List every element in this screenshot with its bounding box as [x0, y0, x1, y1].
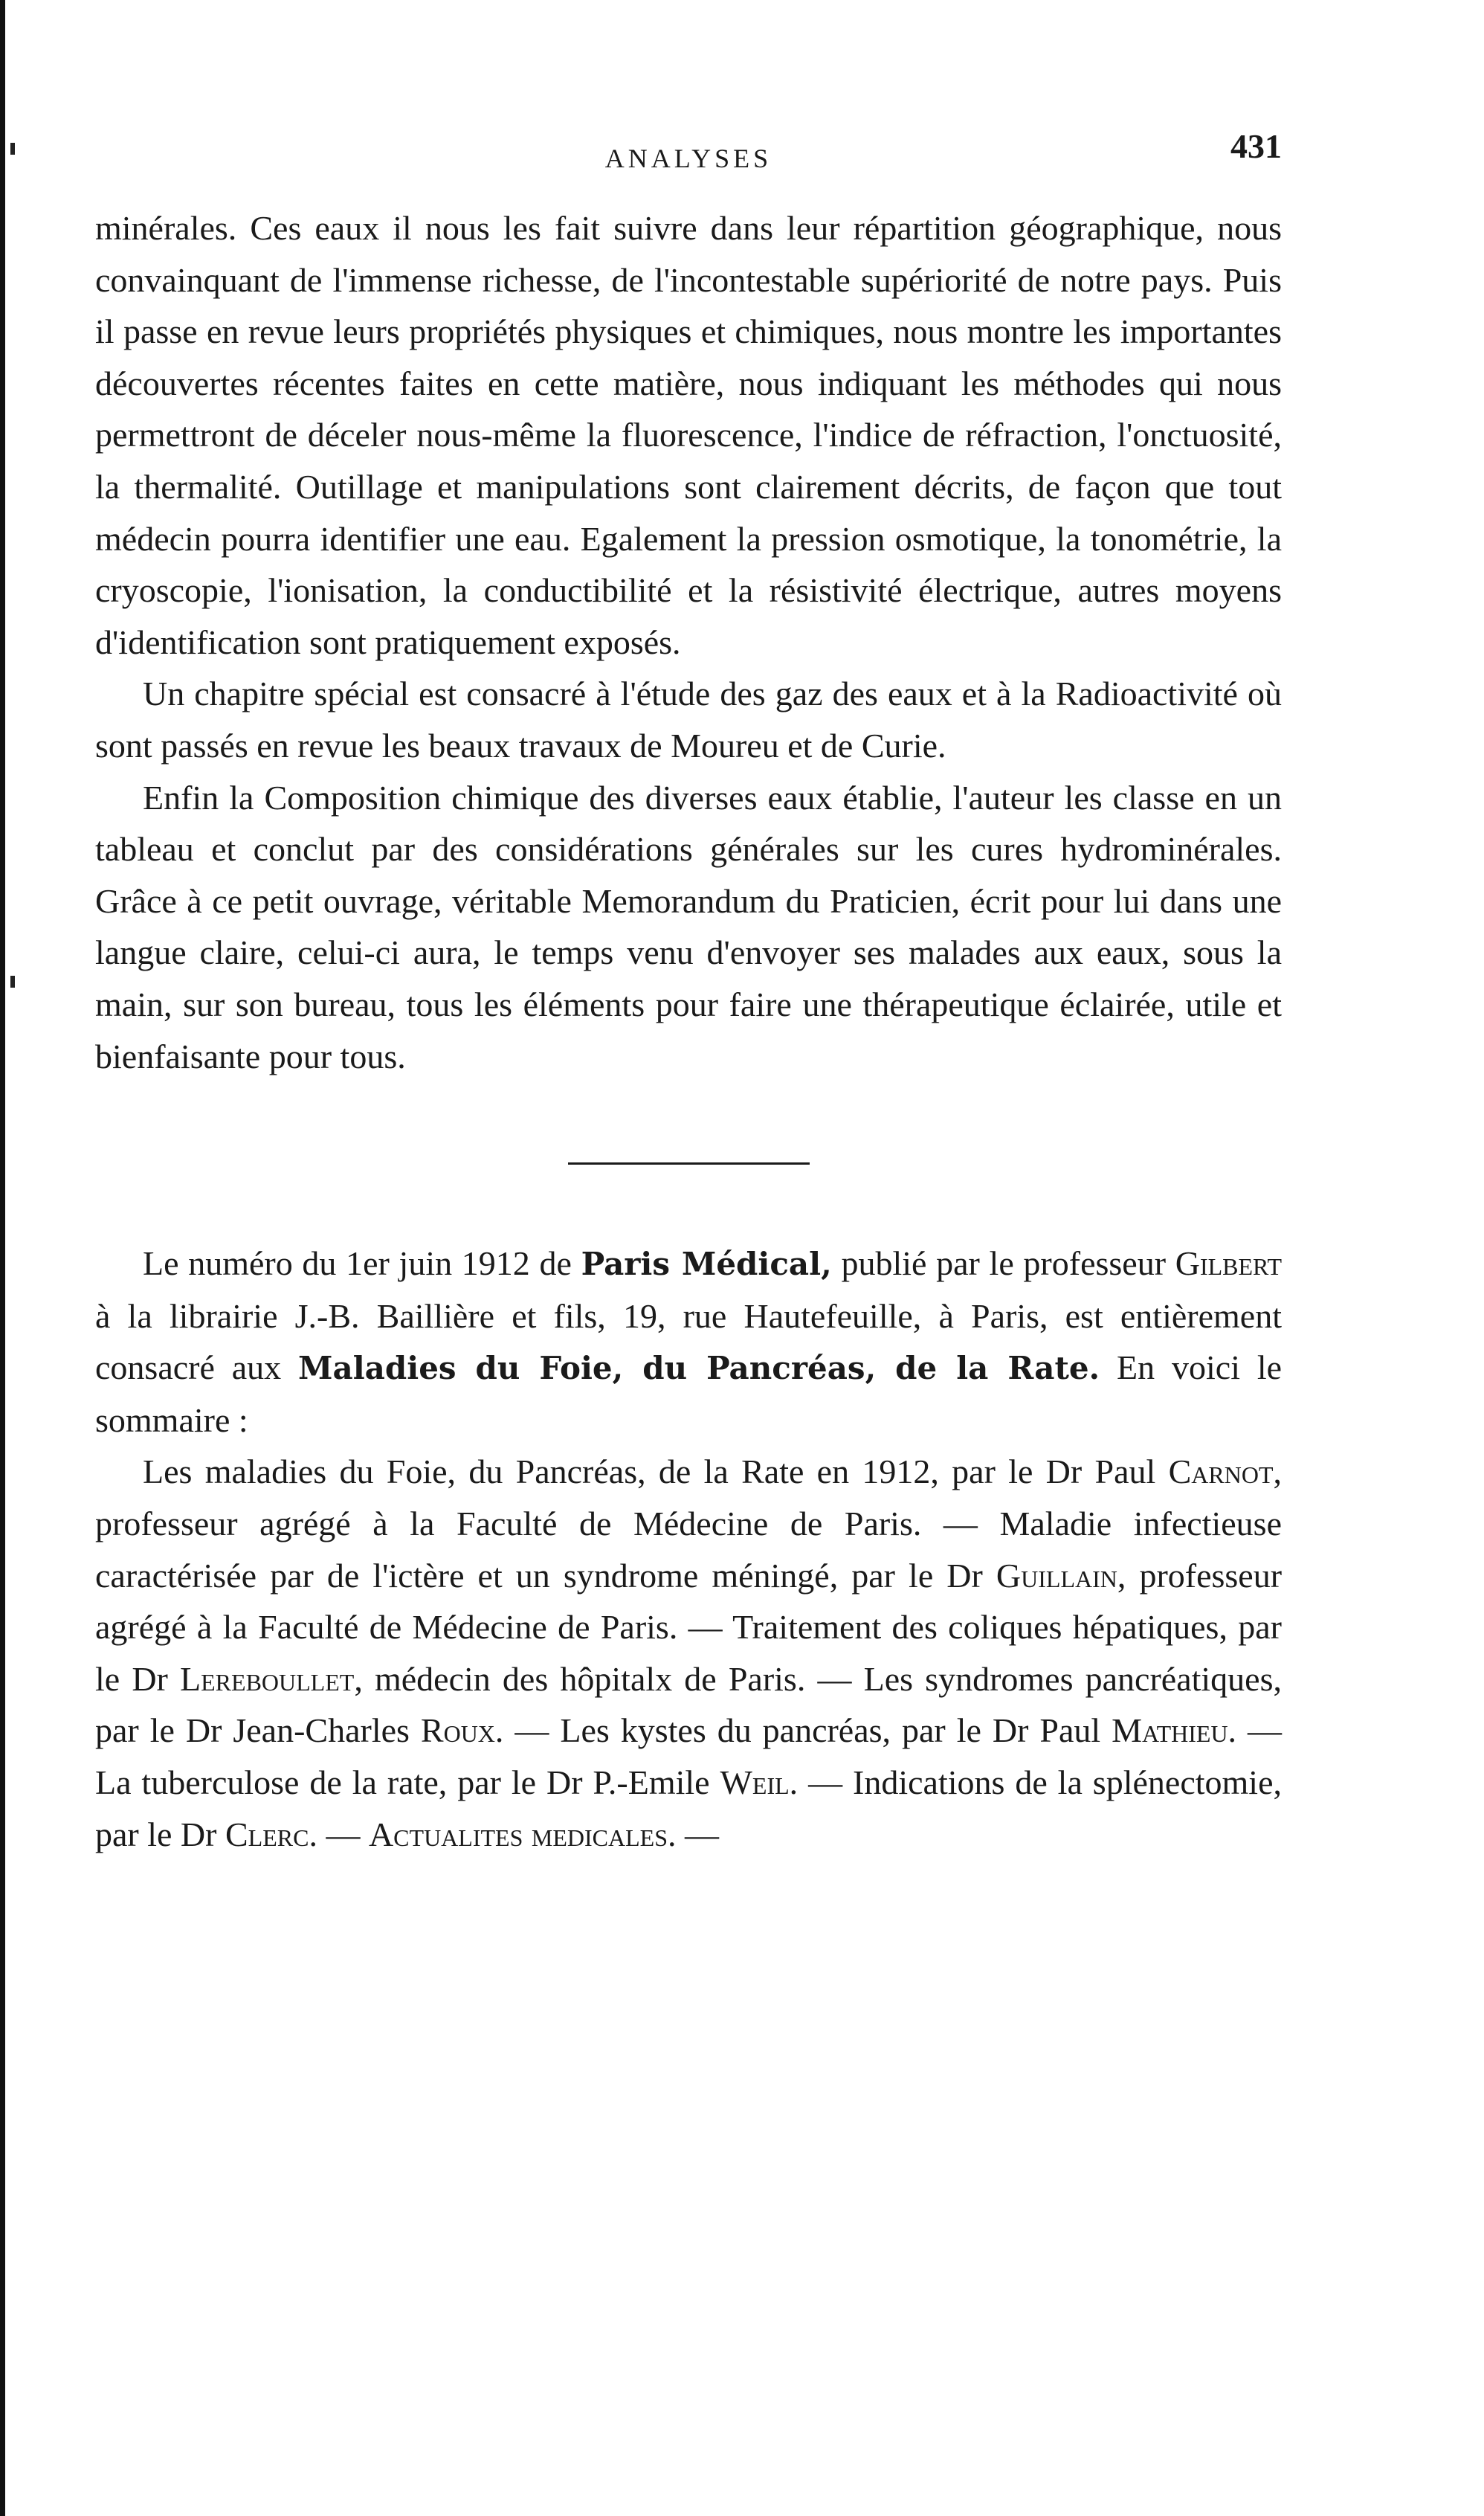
review-continuation: [95, 202, 1282, 1082]
margin-mark: [10, 143, 15, 155]
text-run: — Indications de la splénectomie, par le Dr: [95, 1763, 1282, 1853]
text-run: —: [326, 1815, 361, 1853]
section-divider: [568, 1162, 810, 1165]
author-name: Mathieu.: [1112, 1711, 1237, 1750]
margin-mark: [10, 976, 15, 988]
journal-title: Paris Médical,: [581, 1246, 832, 1283]
text-run: à la librairie J.-B. Baillière et fils, 19, rue Hautefeuille, à Paris, est entièrement consacré aux: [95, 1296, 1282, 1387]
page-number: 431: [1230, 127, 1282, 165]
text-run: publié par le professeur: [841, 1244, 1167, 1283]
paragraph: [95, 1238, 1282, 1446]
text-run: médecin des hôpitalx de Paris. — Les syndromes pancréatiques, par le Dr Jean-Charles: [95, 1659, 1282, 1750]
author-name: Carnot,: [1168, 1452, 1282, 1491]
author-name: Lereboullet,: [180, 1659, 363, 1698]
paragraph: Un chapitre spécial est consacré à l'étude des gaz des eaux et à la Radioactivité où sont passés en revue les beaux travaux de Moureu et de Curie.: [95, 675, 1282, 765]
author-name: Clerc.: [225, 1815, 317, 1853]
text-run: professeur agrégé à la Faculté de Médecine de Paris. — Maladie infectieuse caractérisée par de l'ictère et un syndrome méningé, par le Dr: [95, 1505, 1282, 1595]
author-name: Guillain,: [996, 1556, 1126, 1595]
author-name: Roux.: [420, 1711, 504, 1750]
author-name: Weil.: [720, 1763, 799, 1802]
text-run: Le numéro du 1er juin 1912 de: [143, 1244, 572, 1283]
issue-topic: Maladies du Foie, du Pancréas, de la Rate.: [298, 1350, 1100, 1387]
page-edge-rule: [0, 0, 5, 2516]
paragraph: minérales. Ces eaux il nous les fait suivre dans leur répartition géographique, nous convainquant de l'immense richesse, de l'incontestable supériorité de notre pays. Puis il passe en revue leurs propriétés physiques et chimiques, nous montre les importantes découvertes récentes faites en cette matière, nous indiquant les méthodes qui nous permettront de déceler nous-même la fluorescence, l'indice de réfraction, l'onctuosité, la thermalité. Outillage et manipulations sont clairement décrits, de façon que tout médecin pourra identifier une eau. Egalement la pression osmotique, la tonométrie, la cryoscopie, l'ionisation, la conductibilité et la résistivité électrique, autres moyens d'identification sont pratiquement exposés.: [95, 209, 1282, 661]
book-page: [95, 126, 1282, 1860]
announcement: [95, 1238, 1282, 1860]
text-run: — La tuberculose de la rate, par le Dr P.-Emile: [95, 1711, 1283, 1802]
text-run: Les maladies du Foie, du Pancréas, de la Rate en 1912, par le Dr Paul: [143, 1452, 1156, 1491]
paragraph: Enfin la Composition chimique des diverses eaux établie, l'auteur les classe en un tableau et conclut par des considérations générales sur les cures hydrominérales. Grâce à ce petit ouvrage, véritable Memorandum du Praticien, écrit pour lui dans une langue claire, celui-ci aura, le temps venu d'envoyer ses malades aux eaux, sous la main, sur son bureau, tous les éléments pour faire une thérapeutique éclairée, utile et bienfaisante pour tous.: [95, 778, 1282, 1075]
section-name: Actualites medicales.: [368, 1815, 677, 1853]
running-title: ANALYSES: [604, 144, 772, 173]
paragraph: [95, 1446, 1282, 1860]
running-head: [95, 126, 1282, 186]
text-run: —: [685, 1815, 719, 1853]
text-run: En voici le sommaire :: [95, 1348, 1283, 1439]
text-run: professeur agrégé à la Faculté de Médecine de Paris. — Traitement des coliques hépatiques, par le Dr: [95, 1556, 1283, 1698]
author-name: Gilbert: [1175, 1244, 1283, 1283]
text-run: — Les kystes du pancréas, par le Dr Paul: [514, 1711, 1101, 1750]
